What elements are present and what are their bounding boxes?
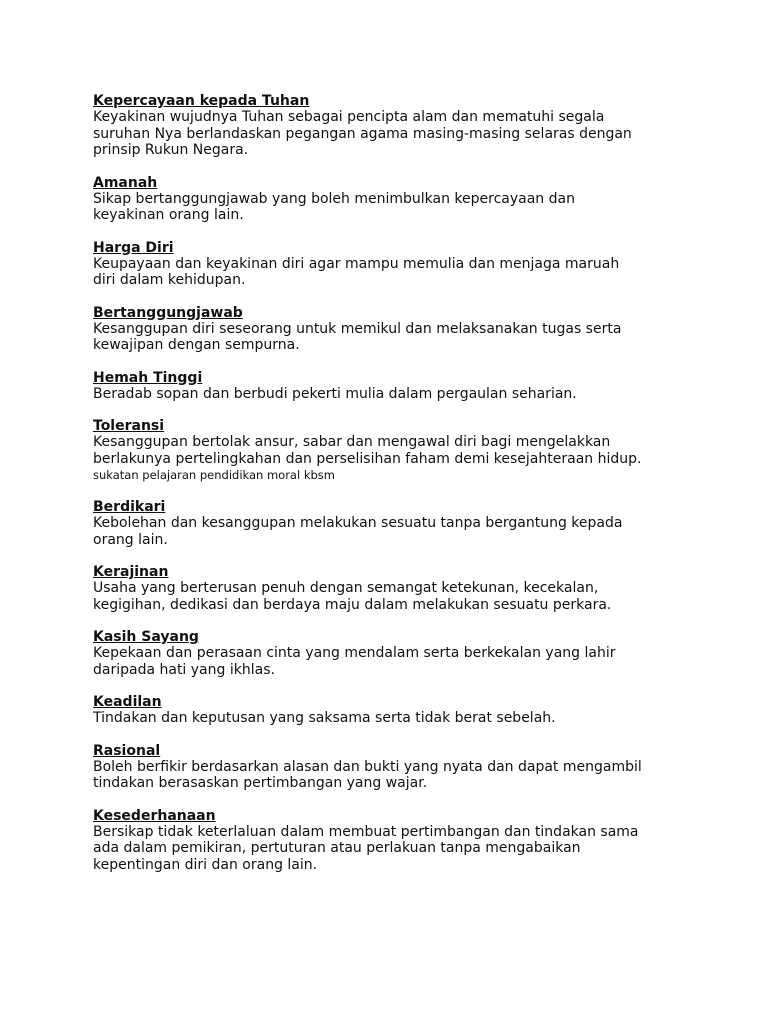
definition-line: keyakinan orang lain. bbox=[93, 207, 244, 223]
term-heading: Toleransi bbox=[93, 418, 165, 434]
definition-line: prinsip Rukun Negara. bbox=[93, 142, 249, 158]
term-heading: Rasional bbox=[93, 742, 161, 759]
definition-line: tindakan berasaskan pertimbangan yang wajar. bbox=[93, 775, 428, 791]
entry-rasional bbox=[93, 743, 693, 792]
entry-harga-diri bbox=[93, 240, 693, 289]
definition-line: Boleh berfikir berdasarkan alasan dan bukti yang nyata dan dapat mengambil bbox=[93, 758, 642, 775]
definition-line: Beradab sopan dan berbudi pekerti mulia dalam pergaulan seharian. bbox=[93, 385, 577, 402]
definition-line: berlakunya pertelingkahan dan perselisihan faham demi kesejahteraan hidup. bbox=[93, 450, 642, 467]
entry-toleransi bbox=[93, 418, 693, 483]
definition-line: diri dalam kehidupan. bbox=[93, 272, 246, 288]
term-heading: Hemah Tinggi bbox=[93, 369, 203, 386]
definition-line: Tindakan dan keputusan yang saksama serta tidak berat sebelah. bbox=[93, 710, 556, 726]
entry-keadilan bbox=[93, 694, 693, 727]
term-heading: Kerajinan bbox=[93, 564, 169, 580]
term-heading: Berdikari bbox=[93, 499, 166, 515]
term-heading: Kasih Sayang bbox=[93, 629, 199, 645]
definition-line: Kepekaan dan perasaan cinta yang mendalam serta berkekalan yang lahir bbox=[93, 645, 616, 661]
term-heading: Kepercayaan kepada Tuhan bbox=[93, 93, 310, 109]
definition-line: Usaha yang berterusan penuh dengan semangat ketekunan, kecekalan, bbox=[93, 580, 599, 596]
definition-line: Keyakinan wujudnya Tuhan sebagai pencipta alam dan mematuhi segala bbox=[93, 109, 605, 125]
entry-bertanggungjawab bbox=[93, 305, 693, 354]
definition-line: kepentingan diri dan orang lain. bbox=[93, 856, 318, 873]
term-heading: Kesederhanaan bbox=[93, 807, 216, 824]
entry-kepercayaan-kepada-tuhan bbox=[93, 93, 693, 159]
source-note: sukatan pelajaran pendidikan moral kbsm bbox=[93, 468, 335, 482]
definition-line: Keupayaan dan keyakinan diri agar mampu memulia dan menjaga maruah bbox=[93, 255, 620, 272]
entry-kasih-sayang bbox=[93, 629, 693, 678]
term-heading: Amanah bbox=[93, 174, 158, 191]
definition-line: suruhan Nya berlandaskan pegangan agama masing-masing selaras dengan bbox=[93, 125, 632, 142]
entry-kerajinan bbox=[93, 564, 693, 613]
definition-line: Kebolehan dan kesanggupan melakukan sesuatu tanpa bergantung kepada bbox=[93, 515, 623, 531]
entry-amanah bbox=[93, 175, 693, 224]
definition-line: kewajipan dengan sempurna. bbox=[93, 337, 300, 353]
definition-line: ada dalam pemikiran, pertuturan atau perlakuan tanpa mengabaikan bbox=[93, 840, 581, 856]
entry-kesederhanaan bbox=[93, 808, 693, 874]
definition-line: Kesanggupan diri seseorang untuk memikul dan melaksanakan tugas serta bbox=[93, 320, 622, 337]
definition-line: Kesanggupan bertolak ansur, sabar dan mengawal diri bagi mengelakkan bbox=[93, 434, 611, 450]
definition-line: kegigihan, dedikasi dan berdaya maju dalam melakukan sesuatu perkara. bbox=[93, 596, 612, 613]
entry-hemah-tinggi bbox=[93, 370, 693, 403]
definition-line: daripada hati yang ikhlas. bbox=[93, 661, 275, 678]
definition-line: Bersikap tidak keterlaluan dalam membuat pertimbangan dan tindakan sama bbox=[93, 823, 639, 840]
entry-berdikari bbox=[93, 499, 693, 548]
definition-line: orang lain. bbox=[93, 531, 168, 548]
definition-line: Sikap bertanggungjawab yang boleh menimbulkan kepercayaan dan bbox=[93, 190, 575, 207]
term-heading: Bertanggungjawab bbox=[93, 304, 243, 321]
term-heading: Harga Diri bbox=[93, 239, 174, 256]
document-page bbox=[93, 93, 693, 889]
term-heading: Keadilan bbox=[93, 694, 162, 710]
